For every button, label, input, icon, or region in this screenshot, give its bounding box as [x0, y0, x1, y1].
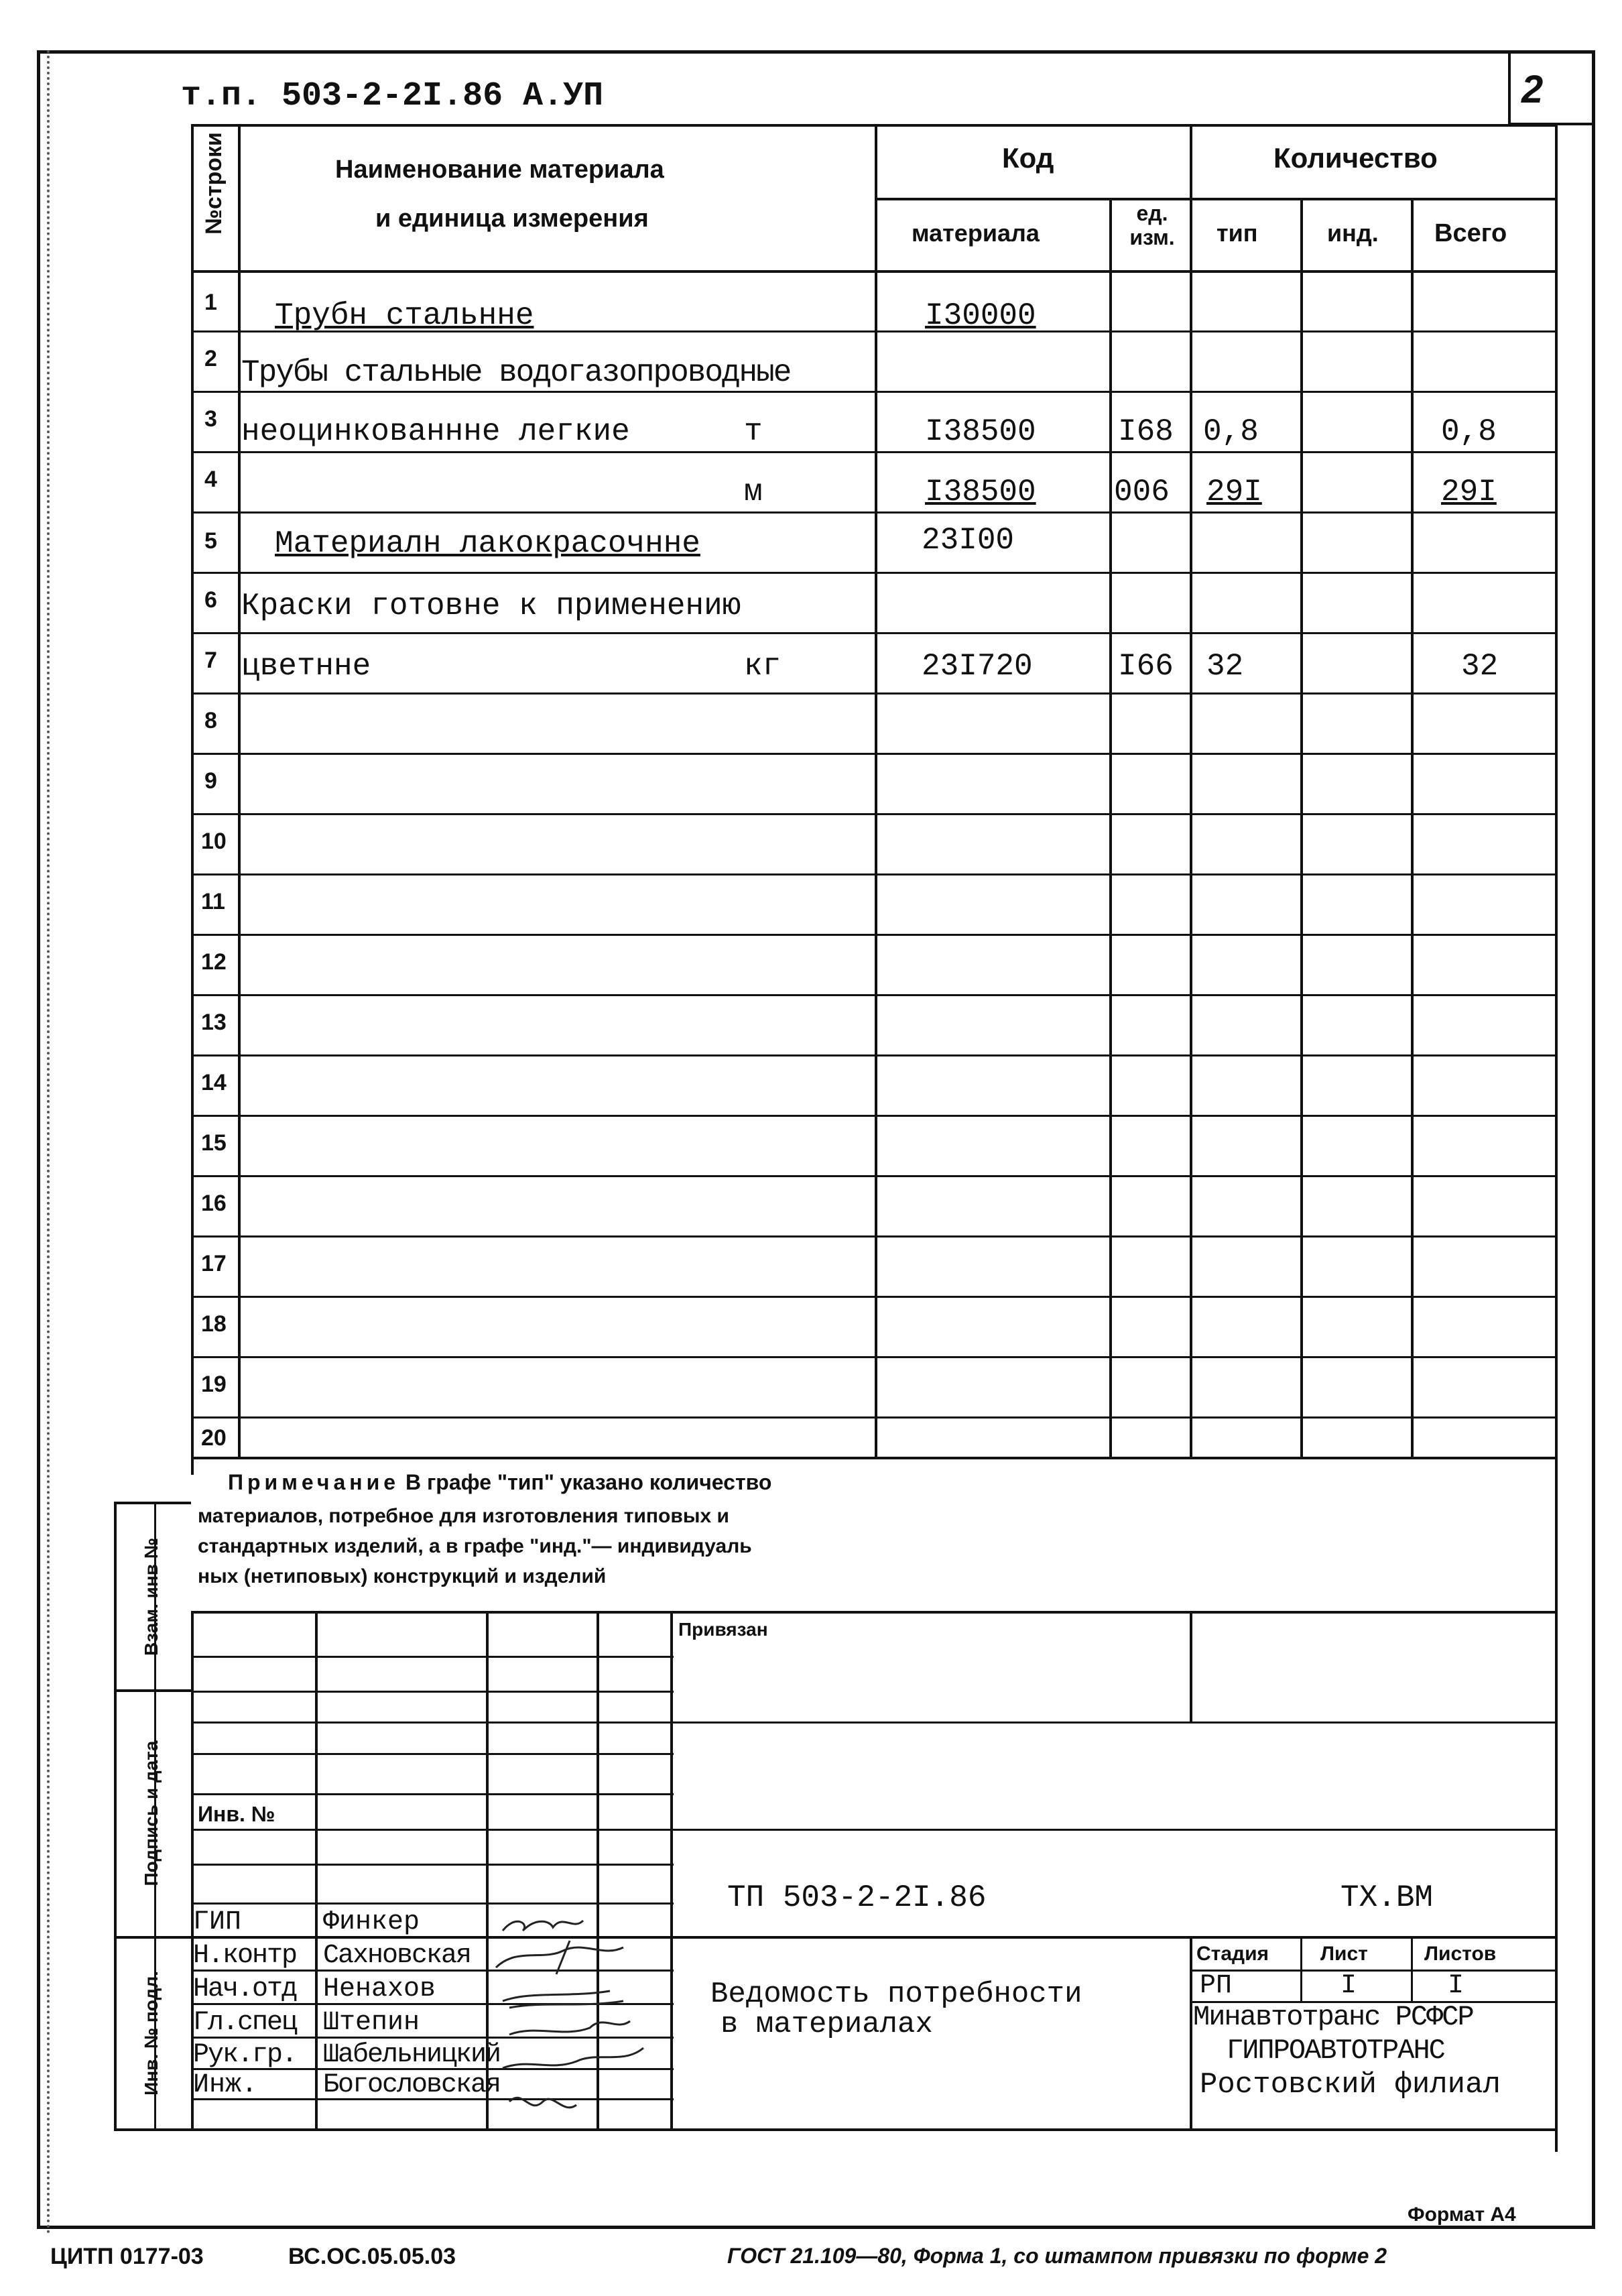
sheets-label: Листов	[1424, 1943, 1497, 1965]
footer-left2: ВС.ОС.05.05.03	[288, 2244, 456, 2269]
row3-unit-code: I68	[1118, 414, 1174, 449]
footer-right: ГОСТ 21.109—80, Форма 1, со штампом привязки по форме 2	[727, 2244, 1387, 2268]
stage-label: Стадия	[1196, 1943, 1269, 1965]
row-no: 19	[201, 1372, 227, 1397]
name-ncontr: Сахновская	[323, 1941, 471, 1971]
row-no: 12	[201, 949, 227, 975]
row5-code: 23I00	[922, 523, 1015, 558]
row-no: 4	[204, 467, 217, 492]
header-code: Код	[1002, 142, 1054, 174]
row2-name: Трубы стальные водогазопроводные	[241, 355, 791, 390]
header-code-material: материала	[912, 219, 1040, 247]
note-line4: ных (нетиповых) конструкций и изделий	[198, 1565, 607, 1587]
doc-title-line1: Ведомость потребности	[710, 1978, 1082, 2011]
header-qty: Количество	[1273, 142, 1438, 174]
row-no: 20	[201, 1425, 227, 1451]
row-no: 6	[204, 587, 217, 613]
name-inzh: Богословская	[323, 2070, 501, 2100]
row-no: 8	[204, 708, 217, 733]
row-no: 3	[204, 406, 217, 432]
row3-type: 0,8	[1203, 414, 1259, 449]
page-number-box-line	[1508, 52, 1511, 124]
role-nachotd: Нач.отд	[193, 1974, 297, 2004]
row-no: 18	[201, 1311, 227, 1337]
side-signature-date: Подпись и дата	[141, 1740, 162, 1886]
sheet-value: I	[1340, 1971, 1357, 2001]
format-label: Формат А4	[1408, 2203, 1516, 2226]
row-no: 16	[201, 1191, 227, 1216]
row-no: 14	[201, 1070, 227, 1095]
row7-name: цветнне	[241, 649, 371, 684]
row-no: 17	[201, 1251, 227, 1276]
note-title	[228, 1470, 771, 1495]
row7-type: 32	[1206, 649, 1244, 684]
row-no: 7	[204, 648, 217, 673]
stage-value: РП	[1200, 1971, 1233, 2001]
frame-right-inner	[1555, 124, 1558, 2152]
doc-mark: ТХ.ВМ	[1340, 1880, 1434, 1915]
header-code-unit: ед. изм.	[1129, 201, 1175, 249]
row7-unit: кг	[744, 649, 782, 684]
header-name-line2: и единица измерения	[375, 204, 649, 233]
inv-label: Инв. №	[198, 1802, 275, 1826]
row7-total: 32	[1461, 649, 1499, 684]
row-no: 10	[201, 829, 227, 854]
row7-unit-code: I66	[1118, 649, 1174, 684]
row4-total: 29I	[1441, 475, 1497, 509]
org-line1: Минавтотранс РСФСР	[1193, 2001, 1473, 2033]
page-number: 2	[1521, 68, 1544, 111]
row-no: 13	[201, 1010, 227, 1035]
note-heading: Примечание	[228, 1470, 400, 1494]
row6-name: Краски готовне к применению	[241, 589, 741, 623]
name-glspec: Штепин	[323, 2008, 420, 2038]
row3-unit: т	[744, 414, 763, 449]
sheet-label: Лист	[1320, 1943, 1368, 1965]
header-name-line1: Наименование материала	[335, 156, 664, 184]
role-gip: ГИП	[193, 1907, 242, 1937]
signatures	[489, 1900, 677, 2128]
row3-code: I38500	[925, 414, 1036, 449]
row4-unit-code: 006	[1114, 475, 1170, 509]
side-replace-inv: Взам. инв №	[141, 1538, 162, 1656]
row-no: 9	[204, 768, 217, 794]
role-rukgr: Рук.гр.	[193, 2040, 297, 2070]
attached-label: Привязан	[678, 1619, 768, 1640]
row3-name: неоцинкованнне легкие	[241, 414, 630, 449]
designation: ТП 503-2-2I.86	[727, 1880, 987, 1915]
sheets-value: I	[1448, 1971, 1464, 2001]
doc-title-line2: в материалах	[721, 2008, 933, 2041]
note-line3: стандартных изделий, а в графе "инд."— индивидуаль	[198, 1535, 752, 1557]
org-line2: ГИПРОАВТОТРАНС	[1227, 2035, 1444, 2067]
header-qty-type: тип	[1216, 219, 1258, 247]
name-nachotd: Ненахов	[323, 1974, 436, 2004]
row4-type: 29I	[1206, 475, 1262, 509]
row5-name: Материалн лакокрасочнне	[275, 526, 700, 561]
row-no: 1	[204, 290, 217, 315]
role-inzh: Инж.	[193, 2070, 258, 2100]
row-no: 5	[204, 528, 217, 554]
note-line1: В графе "тип" указано количество	[405, 1470, 772, 1494]
row-no: 2	[204, 346, 217, 371]
side-original-inv: Инв. № подл.	[141, 1971, 162, 2096]
role-ncontr: Н.контр	[193, 1941, 297, 1971]
note-line2: материалов, потребное для изготовления типовых и	[198, 1505, 729, 1527]
header-row-number: №строки	[201, 132, 227, 235]
row4-unit: м	[744, 475, 763, 509]
role-glspec: Гл.спец	[193, 2008, 297, 2038]
binding-line	[47, 50, 50, 2236]
row-no: 11	[201, 889, 225, 914]
row1-code: I30000	[925, 298, 1036, 333]
org-line3: Ростовский филиал	[1200, 2068, 1501, 2102]
row4-code: I38500	[925, 475, 1036, 509]
name-rukgr: Шабельницкий	[323, 2040, 501, 2070]
row3-total: 0,8	[1441, 414, 1497, 449]
name-gip: Финкер	[323, 1907, 420, 1937]
footer-left1: ЦИТП 0177-03	[50, 2244, 204, 2269]
header-qty-total: Всего	[1434, 219, 1507, 247]
header-qty-ind: инд.	[1327, 219, 1379, 247]
row7-code: 23I720	[922, 649, 1033, 684]
doc-code: т.п. 503-2-2I.86 А.УП	[181, 77, 604, 115]
row-no: 15	[201, 1130, 227, 1156]
row1-name: Трубн стальнне	[275, 298, 534, 333]
